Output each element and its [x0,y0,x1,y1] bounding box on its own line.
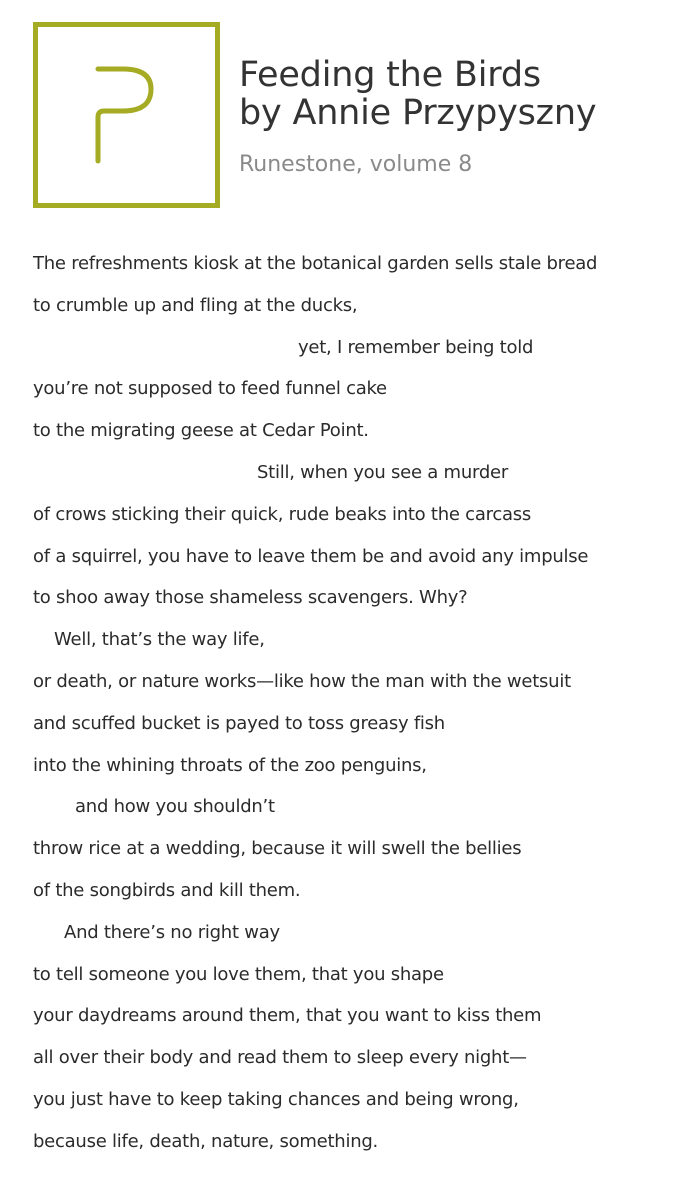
poem-line: of a squirrel, you have to leave them be and avoid any impulse [33,545,589,567]
publication-name: Runestone, volume 8 [239,152,473,177]
poem-line: of crows sticking their quick, rude beaks into the carcass [33,503,532,525]
letter-p-icon [38,27,215,203]
poem-line: throw rice at a wedding, because it will swell the bellies [33,838,522,860]
poem-line: of the songbirds and kill them. [33,879,301,901]
poem-header [0,0,682,230]
poem-title: Feeding the Birds [239,55,541,95]
poem-line: your daydreams around them, that you want to kiss them [33,1005,542,1027]
poem-line: yet, I remember being told [298,336,534,358]
poem-line: you just have to keep taking chances and being wrong, [33,1088,519,1110]
poem-line: to the migrating geese at Cedar Point. [33,420,369,442]
poem-author: by Annie Przypyszny [239,93,597,133]
poem-line: to shoo away those shameless scavengers. Why? [33,587,468,609]
poem-line: and scuffed bucket is payed to toss greasy fish [33,712,445,734]
poem-line: And there’s no right way [64,921,280,943]
poem-line: to crumble up and fling at the ducks, [33,294,358,316]
poem-line: Well, that’s the way life, [54,629,265,651]
poem-line: or death, or nature works—like how the man with the wetsuit [33,670,571,692]
poem-body [33,248,663,1168]
poem-line: you’re not supposed to feed funnel cake [33,378,387,400]
poem-line: all over their body and read them to sleep every night— [33,1047,527,1069]
poem-line: into the whining throats of the zoo penguins, [33,754,427,776]
poem-line: because life, death, nature, something. [33,1130,379,1152]
poem-line: The refreshments kiosk at the botanical garden sells stale bread [33,253,598,274]
title-block [239,56,669,178]
poem-line: to tell someone you love them, that you shape [33,963,444,985]
poem-line: Still, when you see a murder [257,461,508,483]
runestone-logo [33,22,220,208]
poem-line: and how you shouldn’t [75,796,275,818]
